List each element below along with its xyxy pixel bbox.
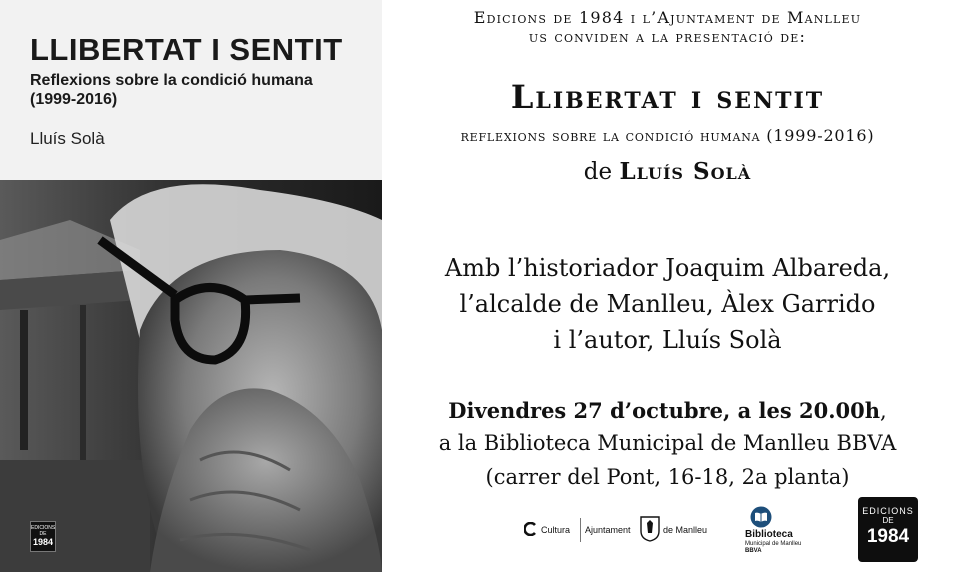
cover-publisher-logo bbox=[30, 521, 56, 552]
edicions-1984-logo bbox=[858, 497, 918, 562]
author-portrait-photo bbox=[0, 180, 382, 572]
book-subtitle: reflexions sobre la condició humana (1999-2016) bbox=[460, 126, 875, 145]
biblioteca-label: Biblioteca bbox=[745, 529, 793, 540]
biblioteca-sub-label: Municipal de Manlleu bbox=[745, 541, 802, 547]
author-prefix: de bbox=[583, 159, 613, 185]
guest-line-2: l’alcalde de Manlleu, Àlex Garrido bbox=[459, 290, 876, 318]
event-date-suffix: , bbox=[880, 399, 887, 423]
invitation-header-line2: us conviden a la presentació de: bbox=[528, 27, 807, 46]
logo-divider bbox=[580, 518, 581, 542]
cover-logo-line3: 1984 bbox=[32, 537, 54, 547]
sponsor-logos bbox=[382, 500, 953, 572]
book-title: Llibertat i sentit bbox=[510, 78, 825, 116]
manlleu-shield-icon bbox=[640, 516, 660, 542]
cover-subtitle-line1: Reflexions sobre la condició humana bbox=[30, 72, 313, 89]
book-cover bbox=[0, 0, 382, 572]
cover-title: LLIBERTAT I SENTIT bbox=[30, 32, 343, 67]
cover-subtitle bbox=[30, 71, 370, 109]
bbva-label: BBVA bbox=[745, 548, 762, 554]
cultura-label: Cultura bbox=[541, 525, 571, 535]
book-author bbox=[382, 158, 953, 185]
de-manlleu-label: de Manlleu bbox=[663, 525, 708, 535]
cultura-c-icon bbox=[524, 522, 538, 536]
portrait-illustration bbox=[0, 180, 382, 572]
cover-subtitle-line2: (1999-2016) bbox=[30, 91, 118, 109]
ajuntament-label: Ajuntament bbox=[585, 525, 631, 535]
cover-author: Lluís Solà bbox=[30, 129, 105, 149]
invitation-panel bbox=[382, 0, 953, 572]
event-address: (carrer del Pont, 16-18, 2a planta) bbox=[485, 465, 850, 489]
cover-text bbox=[30, 34, 370, 149]
event-place: a la Biblioteca Municipal de Manlleu BBVA bbox=[438, 431, 897, 455]
event-date bbox=[382, 398, 953, 423]
invitation-header-line1: Edicions de 1984 i l’Ajuntament de Manlleu bbox=[473, 8, 862, 27]
event-date-text: Divendres 27 d’octubre, a les 20.00h bbox=[448, 398, 880, 423]
guest-line-3: i l’autor, Lluís Solà bbox=[553, 326, 782, 354]
edicions-de-label: DE bbox=[882, 516, 894, 525]
author-name: Lluís Solà bbox=[619, 158, 752, 185]
cover-logo-line1: EDICIONS bbox=[31, 525, 56, 531]
biblioteca-book-icon bbox=[750, 506, 772, 528]
guest-line-1: Amb l’historiador Joaquim Albareda, bbox=[444, 254, 891, 282]
edicions-label: EDICIONS bbox=[862, 506, 914, 516]
cover-logo-line2: DE bbox=[39, 531, 47, 537]
edicions-year: 1984 bbox=[866, 526, 910, 547]
